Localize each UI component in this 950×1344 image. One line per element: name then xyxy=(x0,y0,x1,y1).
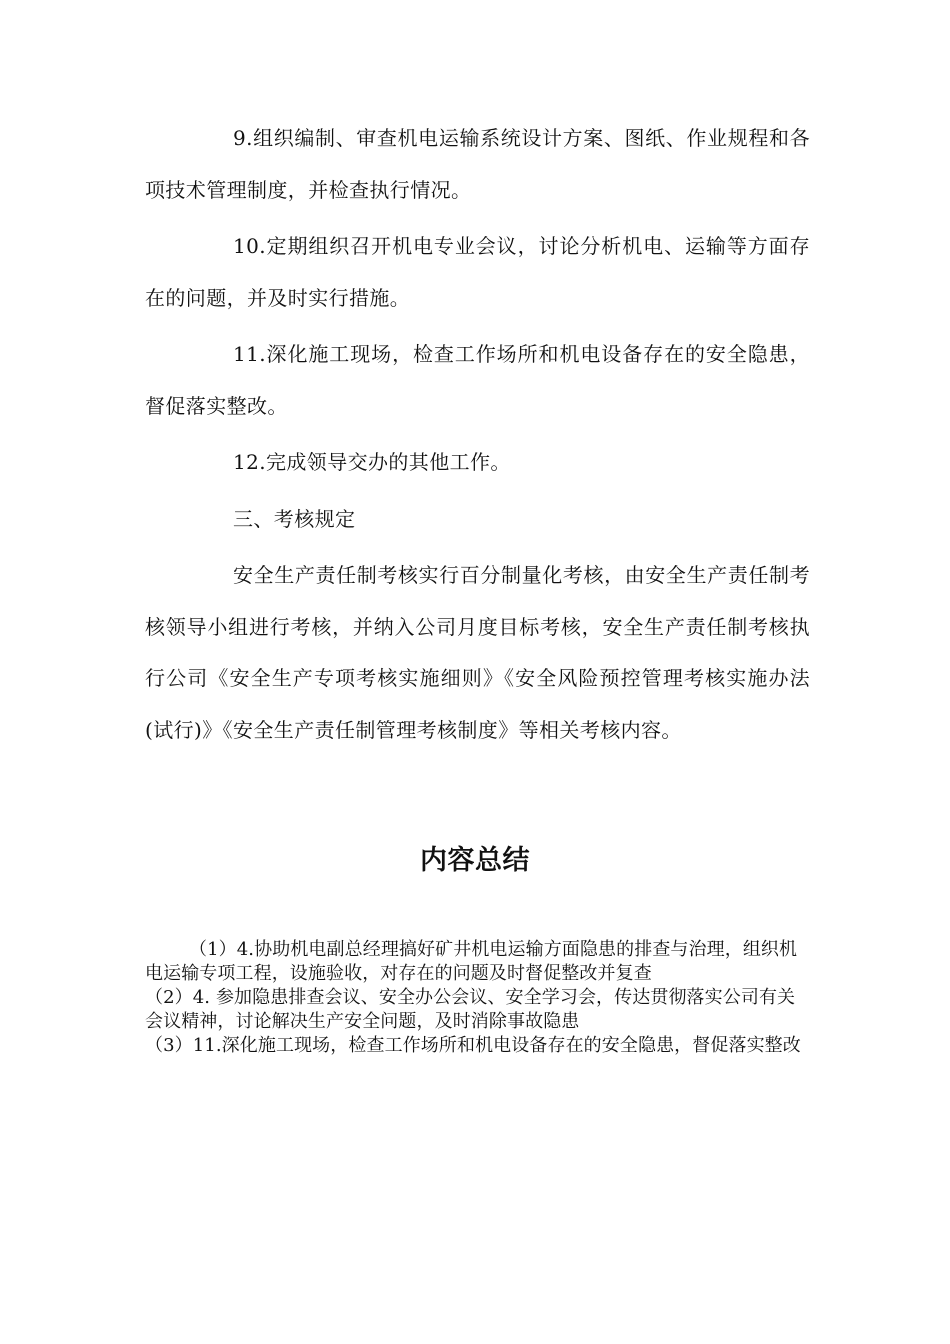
summary-item-2: （2）4. 参加隐患排查会议、安全办公会议、安全学习会，传达贯彻落实公司有关会议精神，讨论解决生产安全问题，及时消除事故隐患 xyxy=(145,987,796,1032)
duty-item-12: 12.完成领导交办的其他工作。 xyxy=(233,450,511,474)
summary-item-3: （3）11.深化施工现场，检查工作场所和机电设备存在的安全隐患，督促落实整改 xyxy=(145,1035,801,1056)
duty-item-10: 10.定期组织召开机电专业会议，讨论分析机电、运输等方面存在的问题，并及时实行措施。 xyxy=(145,234,810,310)
summary-list xyxy=(145,938,810,1058)
duty-item-9: 9.组织编制、审查机电运输系统设计方案、图纸、作业规程和各项技术管理制度，并检查执行情况。 xyxy=(145,126,810,202)
summary-item-1: （1）4.协助机电副总经理搞好矿井机电运输方面隐患的排查与治理，组织机电运输专项工程，设施验收，对存在的问题及时督促整改并复查 xyxy=(145,939,798,984)
summary-title: 内容总结 xyxy=(420,845,530,876)
document-body xyxy=(145,113,810,761)
section-heading-assessment: 三、考核规定 xyxy=(233,506,356,531)
duty-item-11: 11.深化施工现场，检查工作场所和机电设备存在的安全隐患，督促落实整改。 xyxy=(145,342,810,418)
assessment-paragraph: 安全生产责任制考核实行百分制量化考核，由安全生产责任制考核领导小组进行考核，并纳入公司月度目标考核，安全生产责任制考核执行公司《安全生产专项考核实施细则》《安全风险预控管理考核实施办法(试行)》《安全生产责任制管理考核制度》等相关考核内容。 xyxy=(145,563,810,742)
